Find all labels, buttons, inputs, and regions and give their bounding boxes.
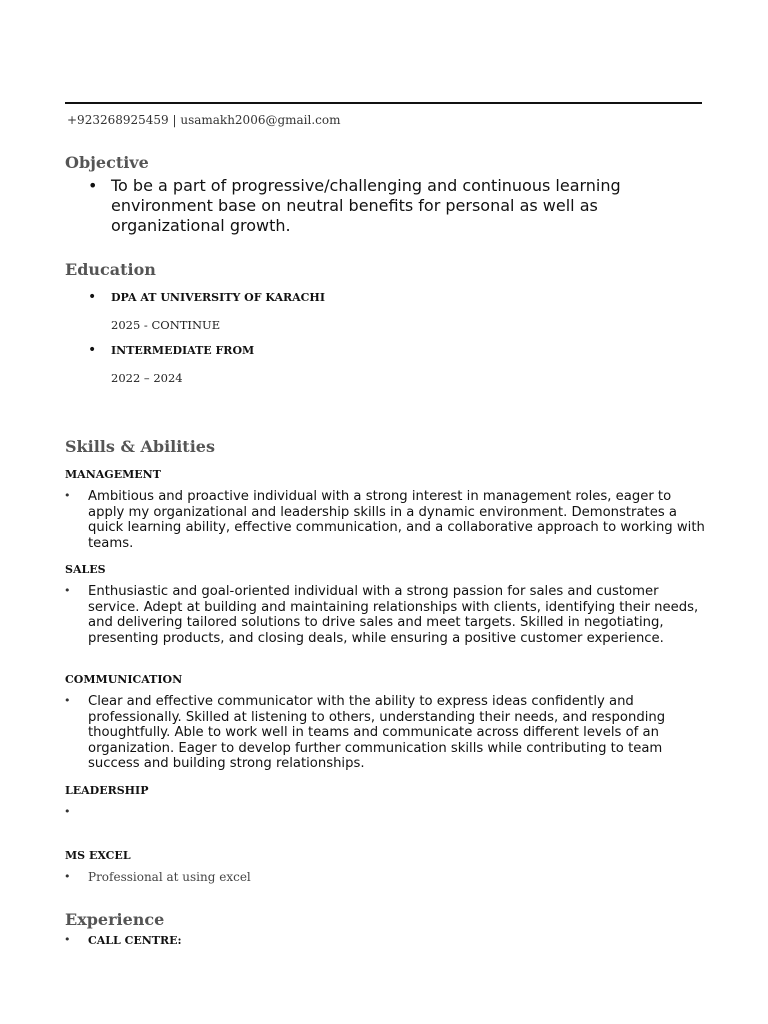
skill-bullet: • — [64, 805, 71, 818]
skill-title-management: MANAGEMENT — [65, 468, 161, 481]
education-date: 2025 - CONTINUE — [111, 318, 221, 332]
skill-bullet: • — [64, 694, 71, 707]
objective-heading: Objective — [65, 153, 149, 172]
skill-bullet: • — [64, 489, 71, 502]
skill-text-management: Ambitious and proactive individual with a strong interest in management roles, eager to apply my organizational and leadership skills in a dynamic environment. Demonstrates a quick learning ability, effective communication, and a collaborative approach to working with teams. — [88, 489, 705, 551]
education-title: INTERMEDIATE FROM — [111, 344, 255, 357]
contact-info: +923268925459 | usamakh2006@gmail.com — [67, 113, 341, 127]
header-rule — [65, 102, 702, 104]
education-bullet: • — [88, 289, 97, 305]
skill-text-ms-excel: Professional at using excel — [88, 870, 251, 884]
skill-text-sales: Enthusiastic and goal-oriented individual with a strong passion for sales and customer service. Adept at building and maintaining relationships with clients, identifying their needs, and delivering tailored solutions to drive sales and meet targets. Skilled in negotiating, presenting products, and closing deals, while ensuring a positive customer experience. — [88, 584, 699, 646]
skills-heading: Skills & Abilities — [65, 437, 215, 456]
experience-heading: Experience — [65, 910, 165, 929]
skill-title-leadership: LEADERSHIP — [65, 784, 149, 797]
skill-bullet: • — [64, 584, 71, 597]
skill-title-communication: COMMUNICATION — [65, 673, 183, 686]
education-heading: Education — [65, 260, 156, 279]
education-date: 2022 – 2024 — [111, 371, 183, 385]
education-title: DPA AT UNIVERSITY OF KARACHI — [111, 291, 325, 304]
experience-bullet: • — [64, 933, 71, 946]
skill-bullet: • — [64, 870, 71, 883]
experience-item: CALL CENTRE: — [88, 934, 182, 947]
skill-title-ms-excel: MS EXCEL — [65, 849, 131, 862]
objective-bullet: • — [88, 176, 98, 195]
skill-text-communication: Clear and effective communicator with the ability to express ideas confidently and professionally. Skilled at listening to others, understanding their needs, and responding thoughtfully. Able to work well in teams and communicate across different levels of an organization. Eager to develop further communication skills while contributing to team success and building strong relationships. — [88, 694, 666, 771]
education-bullet: • — [88, 342, 97, 358]
objective-text: To be a part of progressive/challenging and continuous learning environment base on neutral benefits for personal as well as organizational growth. — [111, 176, 621, 235]
skill-title-sales: SALES — [65, 563, 106, 576]
